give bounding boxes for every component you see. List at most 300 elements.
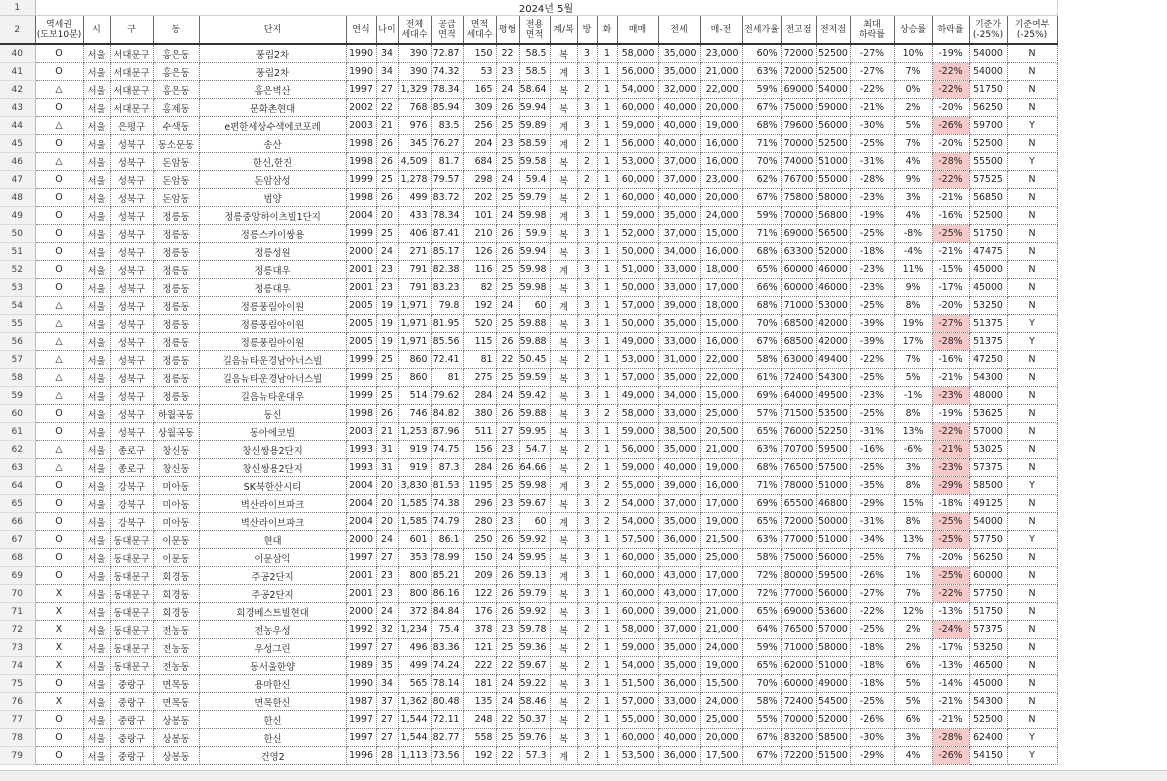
cell-exclusive-area[interactable]: 60 [519,297,550,315]
cell-district[interactable]: 동대문구 [110,621,153,639]
cell-jeonse-price[interactable]: 35,000 [658,639,700,657]
cell-neighborhood[interactable]: 돈암동 [153,153,199,171]
cell-supply-area[interactable]: 87.3 [431,459,463,477]
cell-jeonse-price[interactable]: 35,000 [658,44,700,63]
cell-pyeong[interactable]: 24 [496,387,519,405]
cell-built-year[interactable]: 1999 [346,387,376,405]
cell-complex-name[interactable]: 풍림2차 [199,44,346,63]
cell-max-drop-rate[interactable]: -39% [850,333,894,351]
cell-base-flag[interactable]: N [1007,495,1057,513]
cell-neighborhood[interactable]: 면목동 [153,693,199,711]
cell-exclusive-area[interactable]: 59.92 [519,603,550,621]
cell-total-units[interactable]: 372 [398,603,431,621]
cell-sale-minus-jeonse[interactable]: 16,000 [700,333,742,351]
cell-city[interactable]: 서울 [83,99,110,117]
cell-base-flag[interactable]: Y [1007,153,1057,171]
cell-stair-type[interactable]: 복 [550,369,577,387]
cell-peak-price[interactable]: 72200 [781,747,816,765]
cell-peak-price[interactable]: 76500 [781,621,816,639]
cell-rise-rate[interactable]: 13% [894,423,932,441]
cell-low-price[interactable]: 54000 [816,81,850,99]
cell-low-price[interactable]: 56800 [816,207,850,225]
cell-sale-minus-jeonse[interactable]: 19,000 [700,513,742,531]
cell-drop-rate[interactable]: -28% [932,333,969,351]
row-header[interactable]: 63 [0,459,35,477]
cell-pyeong[interactable]: 25 [496,315,519,333]
cell-drop-rate[interactable]: -17% [932,639,969,657]
cell-station-area[interactable]: X [35,693,83,711]
cell-age[interactable]: 23 [376,567,398,585]
cell-supply-area[interactable]: 81.53 [431,477,463,495]
cell-pyeong[interactable]: 23 [496,441,519,459]
cell-total-units[interactable]: 499 [398,657,431,675]
cell-city[interactable]: 서울 [83,44,110,63]
cell-baths[interactable]: 1 [597,117,617,135]
cell-city[interactable]: 서울 [83,567,110,585]
cell-jeonse-price[interactable]: 31,000 [658,351,700,369]
cell-pyeong[interactable]: 26 [496,333,519,351]
cell-age[interactable]: 34 [376,675,398,693]
cell-built-year[interactable]: 1990 [346,675,376,693]
row-header[interactable]: 41 [0,63,35,81]
cell-jeonse-price[interactable]: 38,500 [658,423,700,441]
cell-sale-price[interactable]: 56,000 [617,63,658,81]
cell-low-price[interactable]: 46000 [816,261,850,279]
cell-drop-rate[interactable]: -19% [932,44,969,63]
cell-sale-minus-jeonse[interactable]: 24,000 [700,639,742,657]
cell-low-price[interactable]: 53600 [816,603,850,621]
cell-area-units[interactable]: 296 [463,495,496,513]
cell-total-units[interactable]: 390 [398,63,431,81]
cell-max-drop-rate[interactable]: -23% [850,387,894,405]
cell-rooms[interactable]: 2 [577,693,597,711]
cell-district[interactable]: 성북구 [110,279,153,297]
header-total-units[interactable]: 전체 세대수 [398,16,431,45]
cell-pyeong[interactable]: 22 [496,711,519,729]
cell-drop-rate[interactable]: -13% [932,657,969,675]
cell-jeonse-price[interactable]: 33,000 [658,261,700,279]
cell-base-flag[interactable]: N [1007,351,1057,369]
cell-pyeong[interactable]: 25 [496,729,519,747]
cell-district[interactable]: 성북구 [110,225,153,243]
cell-exclusive-area[interactable]: 59.89 [519,117,550,135]
cell-city[interactable]: 서울 [83,693,110,711]
row-header[interactable]: 64 [0,477,35,495]
cell-rooms[interactable]: 3 [577,333,597,351]
row-header[interactable]: 73 [0,639,35,657]
cell-sale-minus-jeonse[interactable]: 16,000 [700,477,742,495]
cell-complex-name[interactable]: 벽산라이브파크 [199,495,346,513]
cell-drop-rate[interactable]: -20% [932,297,969,315]
cell-base-price[interactable]: 52500 [969,711,1007,729]
header-rooms[interactable]: 방 [577,16,597,45]
cell-low-price[interactable]: 51000 [816,477,850,495]
cell-age[interactable]: 20 [376,495,398,513]
cell-jeonse-price[interactable]: 40,000 [658,99,700,117]
cell-built-year[interactable]: 2004 [346,477,376,495]
cell-peak-price[interactable]: 76500 [781,459,816,477]
cell-rooms[interactable]: 2 [577,153,597,171]
cell-low-price[interactable]: 57000 [816,621,850,639]
row-header[interactable]: 61 [0,423,35,441]
cell-pyeong[interactable]: 23 [496,495,519,513]
cell-exclusive-area[interactable]: 59.9 [519,225,550,243]
cell-exclusive-area[interactable]: 59.13 [519,567,550,585]
cell-baths[interactable]: 1 [597,99,617,117]
cell-area-units[interactable]: 222 [463,657,496,675]
cell-base-flag[interactable]: N [1007,639,1057,657]
cell-base-price[interactable]: 51375 [969,333,1007,351]
cell-built-year[interactable]: 1997 [346,549,376,567]
cell-max-drop-rate[interactable]: -26% [850,711,894,729]
cell-supply-area[interactable]: 74.75 [431,441,463,459]
cell-neighborhood[interactable]: 정릉동 [153,315,199,333]
cell-sale-price[interactable]: 58,000 [617,621,658,639]
cell-baths[interactable]: 1 [597,351,617,369]
cell-station-area[interactable]: O [35,99,83,117]
cell-jeonse-price[interactable]: 35,000 [658,369,700,387]
cell-station-area[interactable]: O [35,423,83,441]
cell-max-drop-rate[interactable]: -18% [850,243,894,261]
cell-base-price[interactable]: 57375 [969,459,1007,477]
cell-built-year[interactable]: 1998 [346,405,376,423]
cell-rooms[interactable]: 3 [577,117,597,135]
header-station-area[interactable]: 역세권 (도보10분) [35,16,83,45]
cell-max-drop-rate[interactable]: -29% [850,747,894,765]
cell-supply-area[interactable]: 78.34 [431,207,463,225]
cell-peak-price[interactable]: 74000 [781,153,816,171]
cell-drop-rate[interactable]: -22% [932,81,969,99]
cell-rise-rate[interactable]: 8% [894,297,932,315]
cell-complex-name[interactable]: 정릉풍림아이원 [199,297,346,315]
cell-complex-name[interactable]: 정릉대우 [199,261,346,279]
cell-complex-name[interactable]: 한신,한진 [199,153,346,171]
cell-sale-minus-jeonse[interactable]: 19,000 [700,117,742,135]
cell-total-units[interactable]: 1,253 [398,423,431,441]
cell-complex-name[interactable]: 동아에코빌 [199,423,346,441]
row-header[interactable]: 67 [0,531,35,549]
header-baths[interactable]: 화 [597,16,617,45]
cell-sale-price[interactable]: 53,000 [617,351,658,369]
cell-low-price[interactable]: 49000 [816,675,850,693]
cell-complex-name[interactable]: 회경베스트빌현대 [199,603,346,621]
cell-built-year[interactable]: 1990 [346,63,376,81]
cell-city[interactable]: 서울 [83,603,110,621]
cell-city[interactable]: 서울 [83,369,110,387]
cell-city[interactable]: 서울 [83,495,110,513]
cell-sale-minus-jeonse[interactable]: 25,000 [700,549,742,567]
cell-city[interactable]: 서울 [83,621,110,639]
cell-pyeong[interactable]: 24 [496,675,519,693]
cell-sale-price[interactable]: 59,000 [617,459,658,477]
cell-district[interactable]: 서대문구 [110,44,153,63]
cell-built-year[interactable]: 2004 [346,513,376,531]
cell-supply-area[interactable]: 85.56 [431,333,463,351]
row-header[interactable]: 2 [0,16,35,45]
cell-district[interactable]: 성북구 [110,405,153,423]
cell-neighborhood[interactable]: 미아동 [153,477,199,495]
cell-city[interactable]: 서울 [83,387,110,405]
cell-low-price[interactable]: 42000 [816,315,850,333]
cell-drop-rate[interactable]: -21% [932,711,969,729]
cell-base-price[interactable]: 54300 [969,369,1007,387]
cell-total-units[interactable]: 1,971 [398,297,431,315]
cell-station-area[interactable]: △ [35,351,83,369]
cell-neighborhood[interactable]: 수색동 [153,117,199,135]
header-rise-rate[interactable]: 상승률 [894,16,932,45]
cell-base-price[interactable]: 47250 [969,351,1007,369]
cell-age[interactable]: 34 [376,44,398,63]
cell-supply-area[interactable]: 79.62 [431,387,463,405]
cell-city[interactable]: 서울 [83,423,110,441]
cell-peak-price[interactable]: 65500 [781,495,816,513]
cell-pyeong[interactable]: 24 [496,549,519,567]
cell-age[interactable]: 22 [376,99,398,117]
cell-complex-name[interactable]: 정릉스카이쌍용 [199,225,346,243]
cell-pyeong[interactable]: 25 [496,117,519,135]
cell-complex-name[interactable]: 이문삼익 [199,549,346,567]
cell-jeonse-ratio[interactable]: 63% [742,63,781,81]
cell-age[interactable]: 32 [376,621,398,639]
cell-rooms[interactable]: 2 [577,351,597,369]
cell-rooms[interactable]: 2 [577,711,597,729]
cell-total-units[interactable]: 976 [398,117,431,135]
cell-pyeong[interactable]: 22 [496,351,519,369]
cell-max-drop-rate[interactable]: -29% [850,495,894,513]
cell-area-units[interactable]: 135 [463,693,496,711]
cell-station-area[interactable]: O [35,495,83,513]
cell-base-price[interactable]: 52500 [969,207,1007,225]
cell-base-flag[interactable]: N [1007,387,1057,405]
cell-drop-rate[interactable]: -25% [932,567,969,585]
cell-station-area[interactable]: O [35,44,83,63]
cell-sale-price[interactable]: 49,000 [617,387,658,405]
cell-jeonse-price[interactable]: 43,000 [658,585,700,603]
cell-total-units[interactable]: 496 [398,639,431,657]
cell-neighborhood[interactable]: 정릉동 [153,225,199,243]
cell-neighborhood[interactable]: 홍은동 [153,81,199,99]
cell-complex-name[interactable]: 홍은벽산 [199,81,346,99]
cell-low-price[interactable]: 59500 [816,441,850,459]
cell-exclusive-area[interactable]: 59.98 [519,279,550,297]
cell-rooms[interactable]: 2 [577,621,597,639]
header-age[interactable]: 나이 [376,16,398,45]
header-city[interactable]: 시 [83,16,110,45]
cell-city[interactable]: 서울 [83,153,110,171]
cell-jeonse-price[interactable]: 36,000 [658,747,700,765]
cell-peak-price[interactable]: 60000 [781,279,816,297]
cell-stair-type[interactable]: 복 [550,243,577,261]
cell-peak-price[interactable]: 68500 [781,315,816,333]
cell-jeonse-ratio[interactable]: 57% [742,405,781,423]
cell-complex-name[interactable]: 길음뉴타운경남아너스빌 [199,351,346,369]
cell-pyeong[interactable]: 24 [496,207,519,225]
cell-peak-price[interactable]: 70000 [781,135,816,153]
row-header[interactable]: 48 [0,189,35,207]
cell-exclusive-area[interactable]: 59.88 [519,405,550,423]
cell-rooms[interactable]: 3 [577,315,597,333]
cell-rooms[interactable]: 3 [577,261,597,279]
cell-station-area[interactable]: X [35,621,83,639]
cell-stair-type[interactable]: 복 [550,189,577,207]
cell-stair-type[interactable]: 계 [550,117,577,135]
cell-stair-type[interactable]: 계 [550,747,577,765]
cell-base-price[interactable]: 53025 [969,441,1007,459]
cell-drop-rate[interactable]: -22% [932,585,969,603]
cell-area-units[interactable]: 176 [463,603,496,621]
cell-total-units[interactable]: 1,234 [398,621,431,639]
cell-stair-type[interactable]: 복 [550,603,577,621]
cell-station-area[interactable]: △ [35,117,83,135]
cell-district[interactable]: 성북구 [110,369,153,387]
cell-rise-rate[interactable]: 9% [894,279,932,297]
row-header[interactable]: 69 [0,567,35,585]
cell-low-price[interactable]: 51000 [816,153,850,171]
cell-total-units[interactable]: 433 [398,207,431,225]
cell-total-units[interactable]: 1,544 [398,729,431,747]
cell-max-drop-rate[interactable]: -28% [850,171,894,189]
cell-area-units[interactable]: 380 [463,405,496,423]
cell-area-units[interactable]: 204 [463,135,496,153]
row-header[interactable]: 74 [0,657,35,675]
cell-district[interactable]: 중랑구 [110,675,153,693]
cell-drop-rate[interactable]: -26% [932,747,969,765]
cell-supply-area[interactable]: 74.24 [431,657,463,675]
cell-stair-type[interactable]: 복 [550,675,577,693]
cell-neighborhood[interactable]: 정릉동 [153,297,199,315]
cell-pyeong[interactable]: 24 [496,297,519,315]
cell-max-drop-rate[interactable]: -30% [850,729,894,747]
cell-max-drop-rate[interactable]: -31% [850,423,894,441]
cell-supply-area[interactable]: 78.14 [431,675,463,693]
header-area-units[interactable]: 면적 세대수 [463,16,496,45]
cell-area-units[interactable]: 284 [463,387,496,405]
cell-built-year[interactable]: 1999 [346,225,376,243]
cell-low-price[interactable]: 51000 [816,657,850,675]
cell-age[interactable]: 35 [376,657,398,675]
cell-rooms[interactable]: 3 [577,585,597,603]
cell-low-price[interactable]: 56000 [816,549,850,567]
cell-base-flag[interactable]: Y [1007,333,1057,351]
cell-drop-rate[interactable]: -20% [932,99,969,117]
row-header[interactable]: 45 [0,135,35,153]
cell-age[interactable]: 19 [376,333,398,351]
cell-area-units[interactable]: 309 [463,99,496,117]
cell-city[interactable]: 서울 [83,243,110,261]
cell-low-price[interactable]: 56000 [816,117,850,135]
cell-supply-area[interactable]: 81 [431,369,463,387]
cell-station-area[interactable]: O [35,675,83,693]
cell-age[interactable]: 28 [376,747,398,765]
cell-stair-type[interactable]: 복 [550,549,577,567]
cell-jeonse-ratio[interactable]: 71% [742,477,781,495]
cell-exclusive-area[interactable]: 60 [519,513,550,531]
cell-city[interactable]: 서울 [83,459,110,477]
cell-stair-type[interactable]: 복 [550,351,577,369]
cell-supply-area[interactable]: 84.84 [431,603,463,621]
cell-age[interactable]: 25 [376,351,398,369]
cell-max-drop-rate[interactable]: -22% [850,351,894,369]
cell-age[interactable]: 26 [376,135,398,153]
cell-base-price[interactable]: 53250 [969,639,1007,657]
cell-pyeong[interactable]: 25 [496,639,519,657]
cell-age[interactable]: 25 [376,387,398,405]
row-header[interactable]: 72 [0,621,35,639]
cell-rise-rate[interactable]: 5% [894,117,932,135]
row-header[interactable]: 60 [0,405,35,423]
cell-base-price[interactable]: 57000 [969,423,1007,441]
row-header[interactable]: 70 [0,585,35,603]
cell-station-area[interactable]: O [35,189,83,207]
cell-built-year[interactable]: 1999 [346,351,376,369]
cell-station-area[interactable]: △ [35,333,83,351]
cell-district[interactable]: 중랑구 [110,747,153,765]
cell-rise-rate[interactable]: 7% [894,549,932,567]
cell-rise-rate[interactable]: 2% [894,99,932,117]
cell-neighborhood[interactable]: 홍은동 [153,44,199,63]
cell-base-flag[interactable]: Y [1007,117,1057,135]
cell-area-units[interactable]: 156 [463,441,496,459]
cell-exclusive-area[interactable]: 50.37 [519,711,550,729]
cell-jeonse-price[interactable]: 35,000 [658,315,700,333]
cell-built-year[interactable]: 2000 [346,531,376,549]
cell-max-drop-rate[interactable]: -39% [850,315,894,333]
cell-jeonse-ratio[interactable]: 67% [742,189,781,207]
cell-exclusive-area[interactable]: 59.36 [519,639,550,657]
cell-district[interactable]: 서대문구 [110,99,153,117]
cell-total-units[interactable]: 919 [398,441,431,459]
cell-jeonse-ratio[interactable]: 65% [742,657,781,675]
cell-district[interactable]: 중랑구 [110,711,153,729]
cell-sale-price[interactable]: 60,000 [617,99,658,117]
row-header[interactable]: 53 [0,279,35,297]
row-header[interactable]: 52 [0,261,35,279]
cell-peak-price[interactable]: 72400 [781,369,816,387]
cell-age[interactable]: 19 [376,315,398,333]
cell-station-area[interactable]: △ [35,297,83,315]
cell-pyeong[interactable]: 25 [496,369,519,387]
cell-jeonse-ratio[interactable]: 67% [742,747,781,765]
cell-base-flag[interactable]: N [1007,297,1057,315]
cell-built-year[interactable]: 2002 [346,99,376,117]
cell-age[interactable]: 27 [376,639,398,657]
cell-supply-area[interactable]: 84.82 [431,405,463,423]
cell-sale-minus-jeonse[interactable]: 21,000 [700,441,742,459]
cell-complex-name[interactable]: 정릉중앙하이츠빌1단지 [199,207,346,225]
cell-age[interactable]: 23 [376,279,398,297]
cell-drop-rate[interactable]: -25% [932,513,969,531]
row-header[interactable]: 62 [0,441,35,459]
cell-base-flag[interactable]: N [1007,459,1057,477]
cell-sale-minus-jeonse[interactable]: 15,500 [700,675,742,693]
cell-jeonse-ratio[interactable]: 68% [742,459,781,477]
cell-jeonse-ratio[interactable]: 59% [742,81,781,99]
cell-baths[interactable]: 1 [597,171,617,189]
cell-station-area[interactable]: O [35,477,83,495]
cell-baths[interactable]: 2 [597,405,617,423]
cell-rise-rate[interactable]: 1% [894,567,932,585]
header-stair-type[interactable]: 계/복 [550,16,577,45]
cell-jeonse-ratio[interactable]: 61% [742,369,781,387]
cell-sale-minus-jeonse[interactable]: 16,000 [700,243,742,261]
cell-peak-price[interactable]: 77000 [781,531,816,549]
header-sale-minus-jeonse[interactable]: 매-전 [700,16,742,45]
cell-jeonse-ratio[interactable]: 55% [742,711,781,729]
cell-jeonse-ratio[interactable]: 58% [742,351,781,369]
cell-pyeong[interactable]: 25 [496,279,519,297]
cell-baths[interactable]: 1 [597,207,617,225]
cell-neighborhood[interactable]: 정릉동 [153,333,199,351]
